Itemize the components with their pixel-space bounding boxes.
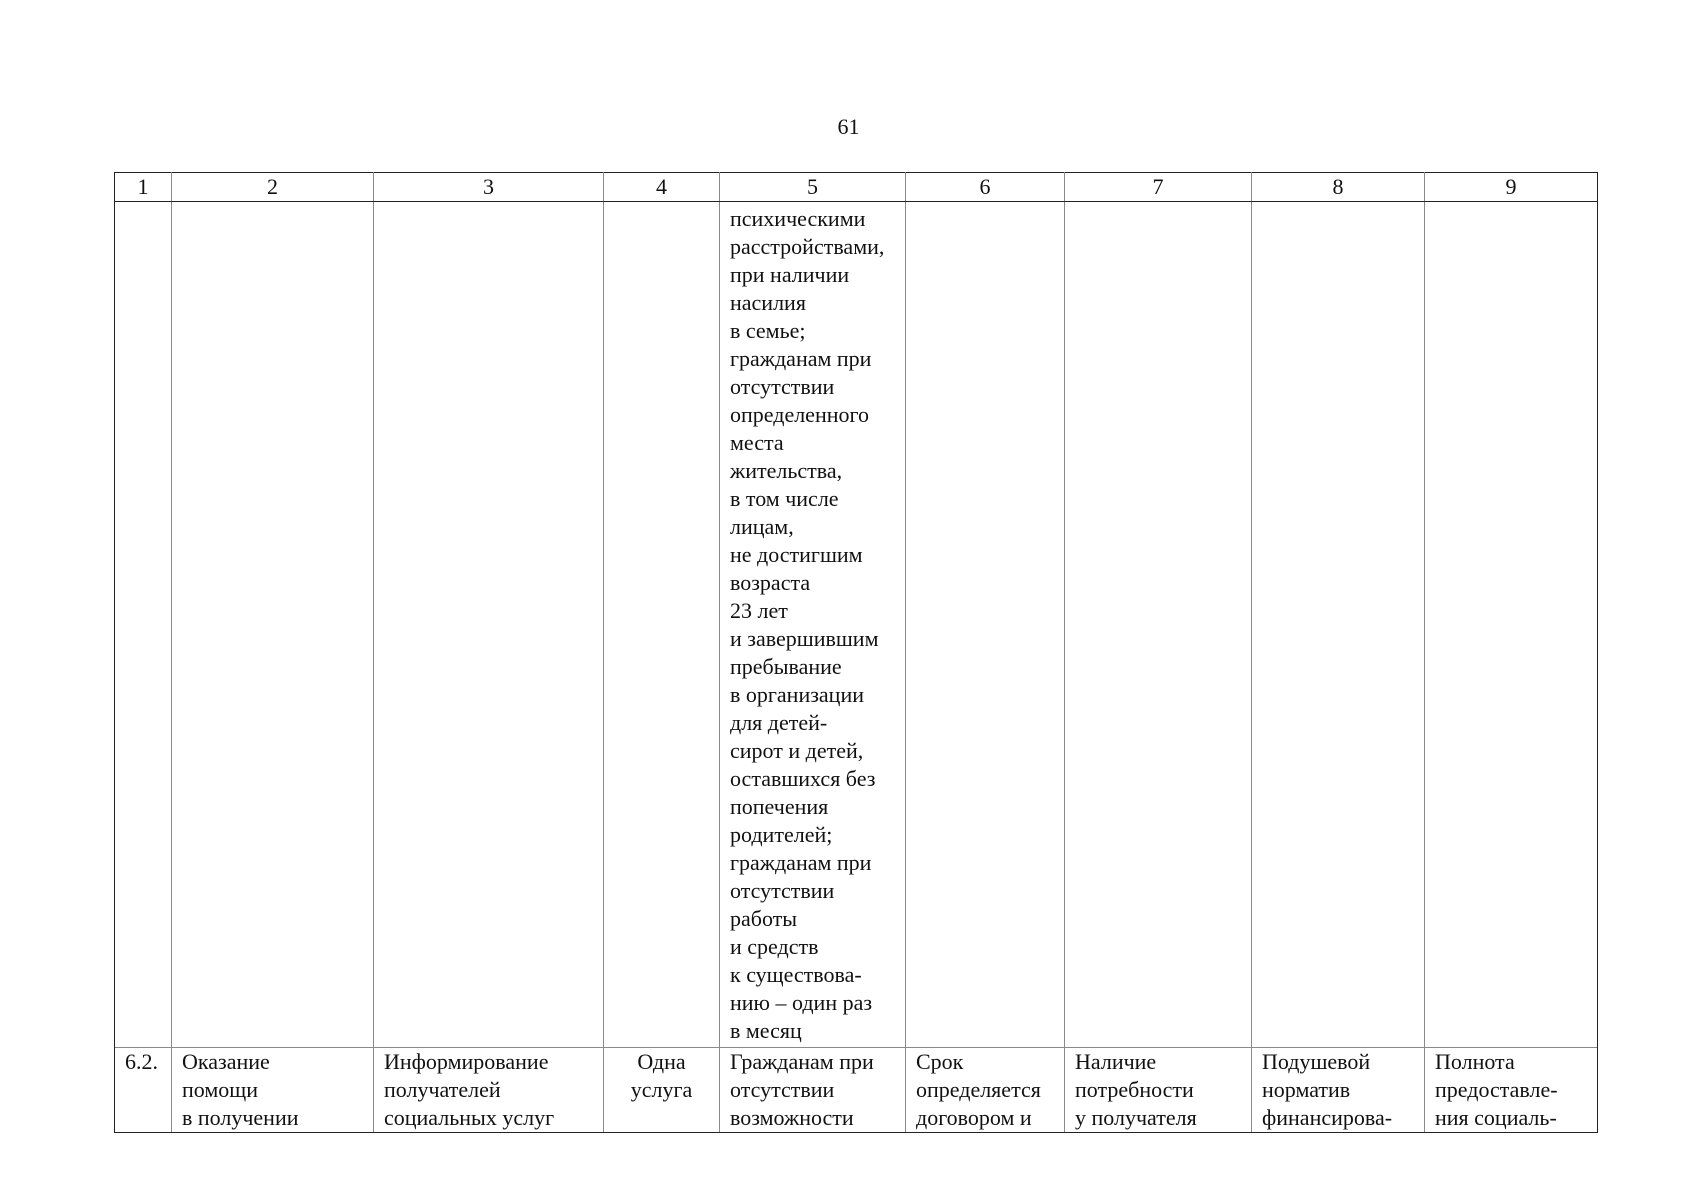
cell-text-line: родителей; [730, 822, 833, 847]
header-cell-5: 5 [720, 173, 906, 202]
cell-text-line: 23 лет [730, 598, 788, 623]
cell-text-line: попечения [730, 794, 829, 819]
page-number: 61 [837, 114, 860, 139]
cell-text-line: оставшихся без [730, 766, 876, 791]
cell-text-line: пребывание [730, 654, 842, 679]
cont-cell-5-recipients [720, 202, 906, 1048]
continuation-row [115, 202, 1598, 1048]
service-unit-cell [604, 1048, 720, 1133]
header-cell-1: 1 [115, 173, 172, 202]
cell-text-line: Информирование [384, 1049, 549, 1074]
cell-text-line: не достигшим [730, 542, 863, 567]
cell-text-line: помощи [182, 1077, 258, 1102]
cont-cell-4 [604, 202, 720, 1048]
service-description-cell [374, 1048, 604, 1133]
header-cell-6: 6 [906, 173, 1065, 202]
header-cell-4: 4 [604, 173, 720, 202]
cell-text-line: определенного [730, 402, 869, 427]
cell-text-line: в семье; [730, 318, 806, 343]
column-number-header-row [115, 173, 1598, 202]
cell-text-line: получателей [384, 1077, 501, 1102]
cell-text-line: насилия [730, 290, 806, 315]
cell-text-line: Полнота [1435, 1049, 1515, 1074]
cell-text-line: к существова- [730, 962, 862, 987]
cont-cell-2 [172, 202, 374, 1048]
cont-cell-6 [906, 202, 1065, 1048]
cont-cell-8 [1252, 202, 1425, 1048]
cell-text-line: договором и [916, 1105, 1032, 1130]
cell-text-line: Оказание [182, 1049, 270, 1074]
cont-cell-1 [115, 202, 172, 1048]
services-table [114, 172, 1598, 1133]
cell-text-line: отсутствии [730, 1077, 835, 1102]
row-number-cell: 6.2. [115, 1048, 172, 1133]
cell-text-line: отсутствии [730, 878, 835, 903]
cell-text-line: отсутствии [730, 374, 835, 399]
cell-text-line: у получателя [1075, 1105, 1197, 1130]
cell-text-line: Наличие [1075, 1049, 1157, 1074]
cell-text-line: и завершившим [730, 626, 879, 651]
cont-cell-7 [1065, 202, 1252, 1048]
cell-text-line: сирот и детей, [730, 738, 864, 763]
cell-text-line: услуга [630, 1077, 693, 1102]
table-row-6-2 [115, 1048, 1598, 1133]
cell-text-line: работы [730, 906, 798, 931]
cell-text-line: финансирова- [1262, 1105, 1393, 1130]
cell-text-line: Гражданам при [730, 1049, 874, 1074]
cell-text-line: жительства, [730, 458, 843, 483]
header-cell-2: 2 [172, 173, 374, 202]
cell-text-line: потребности [1075, 1077, 1194, 1102]
cell-text-line: психическими [730, 206, 866, 231]
header-cell-9: 9 [1425, 173, 1598, 202]
cell-text-line: предоставле- [1435, 1077, 1558, 1102]
cell-text-line: ния социаль- [1435, 1105, 1557, 1130]
cell-text-line: для детей- [730, 710, 828, 735]
service-term-cell [906, 1048, 1065, 1133]
cell-text-line: социальных услуг [384, 1105, 555, 1130]
cell-text-line: возраста [730, 570, 811, 595]
header-cell-8: 8 [1252, 173, 1425, 202]
service-name-cell [172, 1048, 374, 1133]
cell-text-line: гражданам при [730, 346, 872, 371]
cell-text-line: Одна [637, 1049, 686, 1074]
cont-cell-9 [1425, 202, 1598, 1048]
cell-text-line: норматив [1262, 1077, 1351, 1102]
cell-text-line: Срок [916, 1049, 964, 1074]
cell-text-line: в получении [182, 1105, 299, 1130]
cell-text-line: расстройствами, [730, 234, 885, 259]
cell-text-line: нию – один раз [730, 990, 873, 1015]
cell-text-line: и средств [730, 934, 819, 959]
cell-text-line: определяется [916, 1077, 1041, 1102]
header-cell-7: 7 [1065, 173, 1252, 202]
cell-text-line: лицам, [730, 514, 794, 539]
recipients-cell [720, 1048, 906, 1133]
cell-text-line: в том числе [730, 486, 839, 511]
cell-text-line: места [730, 430, 784, 455]
conditions-cell [1065, 1048, 1252, 1133]
cell-text-line: гражданам при [730, 850, 872, 875]
quality-indicators-cell [1425, 1048, 1598, 1133]
cell-text-line: возможности [730, 1105, 854, 1130]
cell-text-line: в организации [730, 682, 864, 707]
cell-text-line: Подушевой [1262, 1049, 1371, 1074]
financing-norm-cell [1252, 1048, 1425, 1133]
cell-text-line: в месяц [730, 1018, 802, 1043]
cell-text-line: при наличии [730, 262, 850, 287]
header-cell-3: 3 [374, 173, 604, 202]
cont-cell-3 [374, 202, 604, 1048]
